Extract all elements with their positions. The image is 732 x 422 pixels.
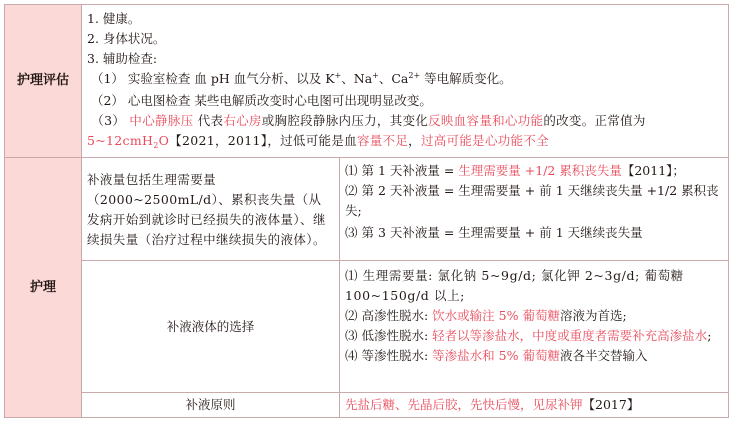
day3-formula: ⑶ 第 3 天补液量 = 生理需要量 + 前 1 天继续丧失量 — [345, 225, 643, 241]
fluid-choice-label: 补液液体的选择 — [166, 318, 255, 334]
care-label: 护理 — [29, 279, 56, 295]
fluid-choice-label-cell — [82, 261, 340, 392]
nursing-table — [4, 4, 729, 418]
choice-4: ⑷ 等渗性脱水: 等渗盐水和 5% 葡萄糖液各半交替输入 — [345, 348, 648, 364]
principle-content — [340, 392, 729, 417]
volume-description: 补液量包括生理需要量（2000~2500mL/d）、累积丧失量（从发病开始到就诊时已经损失的液体量）、继续损失量（治疗过程中继续损失的液体）。 — [82, 158, 340, 261]
ecg-test-line: （2） 心电图检查 某些电解质改变时心电图可出现明显改变。 — [90, 93, 432, 108]
lab-test-line: （1） 实验室检查 血 pH 血气分析、以及 K+、Na+、$Ca^{2+}$ 等电解质变化。 — [90, 71, 512, 86]
assessment-item-2: 2. 身体状况。 — [87, 31, 166, 46]
assessment-label: 护理评估 — [16, 73, 69, 89]
principle-label-cell — [82, 392, 340, 417]
assessment-item-1: 1. 健康。 — [87, 11, 141, 26]
principle-text: 先盐后糖、先晶后胶，先快后慢，见尿补钾 — [345, 396, 583, 412]
day2-formula: ⑵ 第 2 天补液量 = 生理需要量 + 前 1 天继续丧失量 +1/2 累积丧失; — [345, 183, 719, 219]
assessment-header — [5, 5, 82, 158]
cvp-line: （3） 中心静脉压 代表右心房或胸腔段静脉内压力，其变化反映血容量和心功能的改变。正常值为 5~12cmH$_2$O【2021，2011】，过低可能是血容量不足，过高可能是心功能不全 — [87, 113, 646, 150]
assessment-item-3: 3. 辅助检查: — [87, 51, 158, 66]
choice-2: ⑵ 高渗性脱水: 饮水或输注 5% 葡萄糖溶液为首选; — [345, 308, 627, 324]
assessment-content — [82, 5, 729, 158]
principle-ref: 【2017】 — [582, 396, 640, 412]
care-header — [5, 158, 82, 418]
volume-formulas — [340, 158, 729, 261]
choice-1: ⑴ 生理需要量: 氯化钠 5~9g/d; 氯化钾 2~3g/d; 葡萄糖 100~150g/d 以上; — [345, 268, 684, 304]
choice-3: ⑶ 低渗性脱水: 轻者以等渗盐水，中度或重度者需要补充高渗盐水; — [345, 328, 712, 344]
principle-label: 补液原则 — [185, 396, 236, 412]
day1-formula: ⑴ 第 1 天补液量 = 生理需要量 +1/2 累积丧失量【2011】； — [345, 163, 685, 179]
fluid-choice-content — [340, 261, 729, 392]
